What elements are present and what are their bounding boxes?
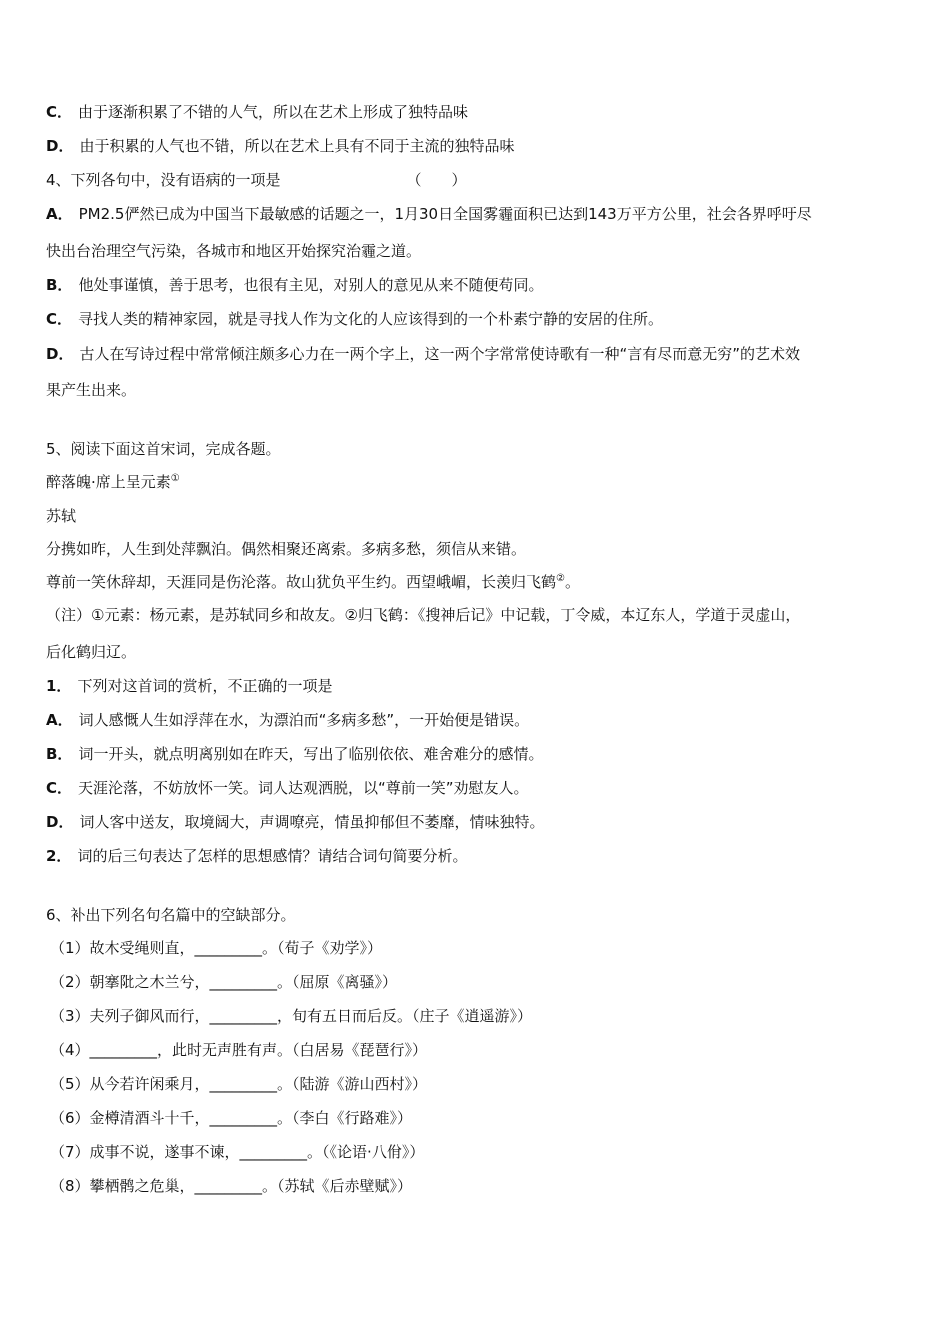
- q6-item: （2）朝搴阰之木兰兮，_________。（屈原《离骚》）: [50, 973, 398, 991]
- q6-item: （1）故木受绳则直，_________。（荀子《劝学》）: [50, 939, 383, 957]
- option-key: C．: [46, 310, 73, 328]
- q6-item: （5）从今若许闲乘月，_________。（陆游《游山西村》）: [50, 1075, 428, 1093]
- q4-option-d-line1: [46, 344, 906, 364]
- poem-title: [46, 472, 906, 492]
- option-key: A．: [46, 205, 73, 223]
- option-key: C．: [46, 103, 73, 121]
- option-text: 由于积累的人气也不错，所以在艺术上具有不同于主流的独特品味: [79, 137, 515, 155]
- q6-item: （3）夫列子御风而行，_________，旬有五日而后反。（庄子《逍遥游》）: [50, 1007, 533, 1025]
- q6-item: （4）_________，此时无声胜有声。（白居易《琵琶行》）: [50, 1041, 428, 1059]
- poem-line-1: 分携如昨，人生到处萍飘泊。偶然相聚还离索。多病多愁，须信从来错。: [46, 540, 527, 558]
- option-text: 古人在写诗过程中常常倾注颇多心力在一两个字上，这一两个字常常使诗歌有一种“言有尽而意无穷”的艺术效: [79, 345, 801, 363]
- footnote-marker: ②: [556, 573, 565, 584]
- poem-line-end: 。: [564, 573, 580, 591]
- option-key: D．: [46, 345, 74, 363]
- sub-question-number: 2．: [46, 847, 72, 865]
- q5-option-a: [46, 710, 906, 730]
- option-text: 寻找人类的精神家园，就是寻找人作为文化的人应该得到的一个朴素宁静的安居的住所。: [78, 310, 664, 328]
- poem-line-text: 尊前一笑休辞却，天涯同是伤沦落。故山犹负平生约。西望峨嵋，长羡归飞鹤: [46, 573, 557, 591]
- q5-sub2: [46, 846, 906, 866]
- q6-stem: 6、补出下列名句名篇中的空缺部分。: [46, 906, 296, 924]
- footnote-marker: ①: [170, 473, 180, 484]
- question-text: 4、下列各句中，没有语病的一项是: [46, 171, 281, 189]
- option-key: D．: [46, 137, 74, 155]
- poem-note-line2: 后化鹤归辽。: [46, 643, 137, 661]
- option-key: B．: [46, 745, 73, 763]
- option-text: 词人客中送友，取境阔大，声调嘹亮，情虽抑郁但不萎靡，情味独特。: [79, 813, 545, 831]
- option-text: PM2.5俨然已成为中国当下最敏感的话题之一，1月30日全国雾霾面积已达到143万平方公里，社会各界呼吁尽: [78, 205, 812, 223]
- q6-item: （7）成事不说，遂事不谏，_________。（《论语·八佾》）: [50, 1143, 425, 1161]
- q6-item: （6）金樽清酒斗十千，_________。（李白《行路难》）: [50, 1109, 413, 1127]
- q6-item: （8）攀栖鹘之危巢，_________。（苏轼《后赤壁赋》）: [50, 1177, 413, 1195]
- q3-option-d: [46, 136, 906, 156]
- q5-sub1-stem: [46, 676, 906, 696]
- sub-question-text: 下列对这首词的赏析，不正确的一项是: [77, 677, 333, 695]
- option-text: 由于逐渐积累了不错的人气，所以在艺术上形成了独特品味: [78, 103, 469, 121]
- q4-option-a-line1: [46, 204, 906, 224]
- option-key: B．: [46, 276, 73, 294]
- poem-author: 苏轼: [46, 507, 77, 525]
- q4-stem: [46, 170, 906, 190]
- answer-parentheses: （ ）: [406, 171, 467, 189]
- sub-question-text: 词的后三句表达了怎样的思想感情？请结合词句简要分析。: [77, 847, 468, 865]
- option-key: D．: [46, 813, 74, 831]
- option-text: 词人感慨人生如浮萍在水，为漂泊而“多病多愁”，一开始便是错误。: [78, 711, 530, 729]
- option-key: A．: [46, 711, 73, 729]
- poem-note-line1: （注）①元素：杨元素，是苏轼同乡和故友。②归飞鹤：《搜神后记》中记载，丁令威，本辽东人，学道于灵虚山，: [46, 606, 801, 624]
- q5-stem: 5、阅读下面这首宋词，完成各题。: [46, 440, 281, 458]
- option-text: 他处事谨慎，善于思考，也很有主见，对别人的意见从来不随便苟同。: [78, 276, 544, 294]
- q5-option-d: [46, 812, 906, 832]
- q4-option-d-line2: 果产生出来。: [46, 381, 137, 399]
- option-text: 词一开头，就点明离别如在昨天，写出了临别依依、难舍难分的感情。: [78, 745, 544, 763]
- poem-title-text: 醉落魄·席上呈元素: [46, 473, 171, 491]
- sub-question-number: 1．: [46, 677, 72, 695]
- q4-option-b: [46, 275, 906, 295]
- option-key: C．: [46, 779, 73, 797]
- q5-option-c: [46, 778, 906, 798]
- option-text: 天涯沦落，不妨放怀一笑。词人达观洒脱，以“尊前一笑”劝慰友人。: [78, 779, 529, 797]
- q4-option-c: [46, 309, 906, 329]
- q3-option-c: [46, 102, 906, 122]
- q4-option-a-line2: 快出台治理空气污染，各城市和地区开始探究治霾之道。: [46, 242, 422, 260]
- q5-option-b: [46, 744, 906, 764]
- poem-line-2: [46, 572, 906, 592]
